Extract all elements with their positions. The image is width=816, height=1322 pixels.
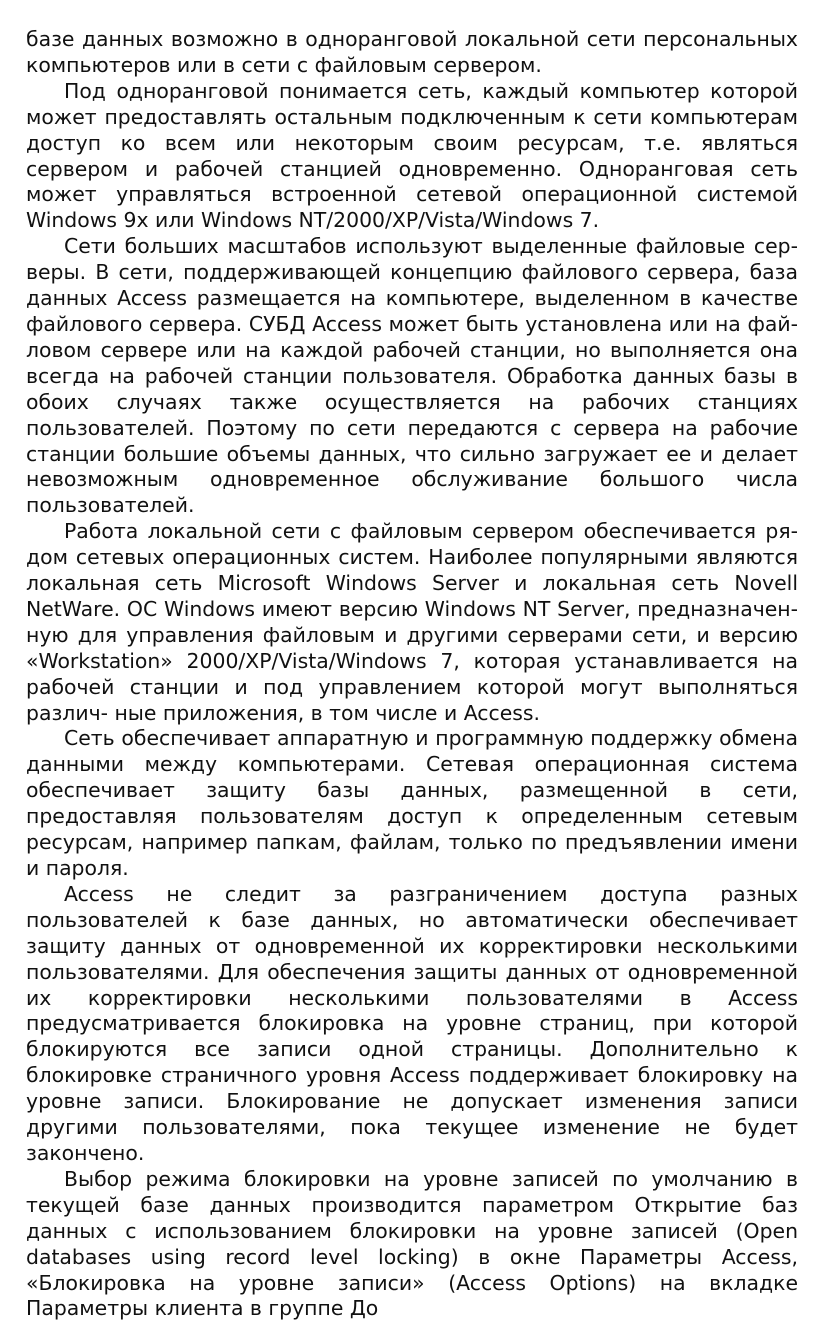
document-page [26,27,798,1322]
paragraph-4: Работа локальной сети с файловым сервером обеспечивается ря- дом сетевых операционных систем. Наиболее популярными являются локальная сеть Microsoft Windows Server и локальная сеть Novell NetWare. ОС Windows имеют версию Windows NT Server, предназначен- ную для управления файловым и другими серверами сети, и версию «Workstation» 2000/XP/Vista/Windows 7, которая устанавливается на рабочей станции и под управлением которой могут выполняться различ- ные приложения, в том числе и Access. [26,519,798,725]
paragraph-7: Выбор режима блокировки на уровне записей по умолчанию в текущей базе данных производится параметром Открытие баз данных с использованием блокировки на уровне записей (Open databases using record level locking) в окне Параметры Access, «Блокировка на уровне записи» (Access Options) на вкладке Параметры клиента в группе До [26,1166,798,1321]
paragraph-5: Сеть обеспечивает аппаратную и программную поддержку обмена данными между компьютерами. Сетевая операционная система обеспечивает защиту базы данных, размещенной в сети, предоставляя пользователям доступ к определенным сетевым ресурсам, например папкам, файлам, только по предъявлении имени и пароля. [26,726,798,880]
paragraph-6: Access не следит за разграничением доступа разных пользователей к базе данных, но автоматически обеспечивает защиту данных от одновременной их корректировки несколькими пользователями. Для обеспечения защиты данных от одновременной их корректировки несколькими пользователями в Access предусматривается блокировка на уровне страниц, при которой блокируются все записи одной страницы. Дополнительно к блокировке страничного уровня Access поддерживает блокировку на уровне записи. Блокирование не допускает изменения записи другими пользователями, пока текущее изменение не будет закончено. [26,881,798,1165]
paragraph-3: Сети больших масштабов используют выделенные файловые серверы. В сети, поддерживающей концепцию файлового сервера, база данных Access размещается на компьютере, выделенном в качестве файлового сервера. СУБД Access может быть установлена или на файловом сервере или на каждой рабочей станции, но выполняется она всегда на рабочей станции пользователя. Обработка данных базы в обоих случаях также осуществляется на рабочих станциях пользователей. Поэтому по сети передаются с сервера на рабочие станции большие объемы данных, что сильно загружает ее и делает невозможным одновременное обслуживание большого числа пользователей. [26,234,798,518]
paragraph-2: Под одноранговой понимается сеть, каждый компьютер которой может предоставлять остальным подключенным к сети компьютерам доступ ко всем или некоторым своим ресурсам, т.е. являться сервером и рабочей станцией одновременно. Одноранговая сеть может управляться встроенной сетевой операционной системой Windows 9x или Windows NT/2000/XP/Vista/Windows 7. [26,78,798,233]
paragraph-1: базе данных возможно в одноранговой локальной сети персональных компьютеров или в сети с файловым сервером. [26,27,798,77]
